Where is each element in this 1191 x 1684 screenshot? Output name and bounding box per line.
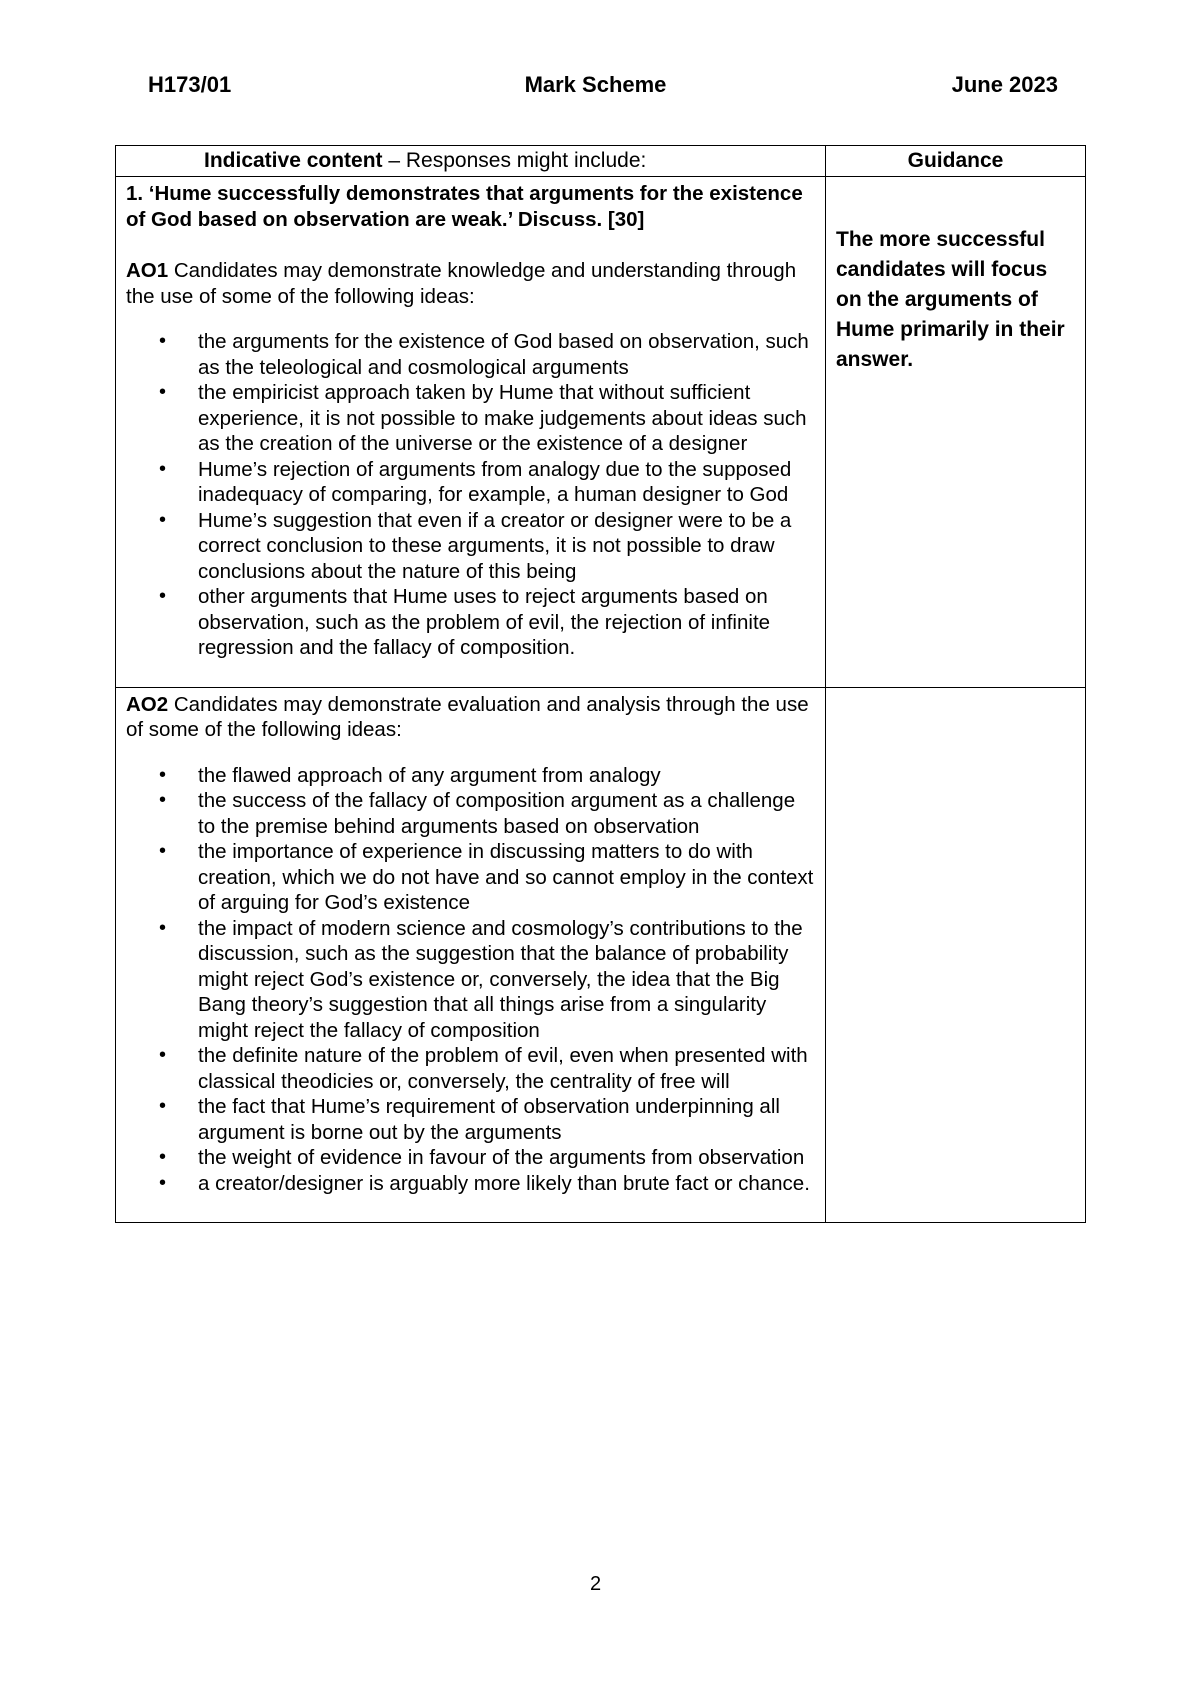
list-item: • the flawed approach of any argument from analogy: [126, 763, 815, 789]
indicative-content-label: Indicative content: [204, 149, 383, 172]
list-item: • the impact of modern science and cosmology’s contributions to the discussion, such as the suggestion that the balance of probability might reject God’s existence or, conversely, the idea that the Big Bang theory’s suggestion that all things arise from a singularity might reject the fallacy of composition: [126, 916, 815, 1044]
page-number: 2: [589, 1573, 602, 1595]
document-code: H173/01: [148, 72, 232, 97]
list-item: • the success of the fallacy of composition argument as a challenge to the premise behind arguments based on observation: [126, 788, 815, 839]
ao2-label: AO2: [126, 692, 169, 716]
guidance-header: Guidance: [826, 146, 1086, 177]
guidance-cell-empty: [826, 687, 1086, 1223]
indicative-content-subtitle: – Responses might include:: [382, 149, 647, 172]
ao1-intro: [126, 258, 815, 309]
ao2-list: [126, 763, 815, 1197]
document-date: June 2023: [951, 72, 1058, 97]
table-row-ao1: [116, 177, 1086, 688]
list-item: • the arguments for the existence of God based on observation, such as the teleological and cosmological arguments: [126, 329, 815, 380]
indicative-content-header: [116, 146, 826, 177]
ao2-cell: [116, 687, 826, 1223]
list-item: • the definite nature of the problem of evil, even when presented with classical theodicies or, conversely, the centrality of free will: [126, 1043, 815, 1094]
list-item: • the fact that Hume’s requirement of observation underpinning all argument is borne out by the arguments: [126, 1094, 815, 1145]
ao1-intro-text: Candidates may demonstrate knowledge and understanding through the use of some of the following ideas:: [126, 259, 797, 308]
ao1-cell: [116, 177, 826, 688]
document-title: Mark Scheme: [524, 72, 667, 97]
guidance-text: The more successful candidates will focus on the arguments of Hume primarily in their answer.: [836, 228, 1065, 371]
list-item: • Hume’s rejection of arguments from analogy due to the supposed inadequacy of comparing, for example, a human designer to God: [126, 457, 815, 508]
list-item: • the importance of experience in discussing matters to do with creation, which we do not have and so cannot employ in the context of arguing for God’s existence: [126, 839, 815, 916]
ao1-label: AO1: [126, 259, 169, 282]
ao2-intro-text: Candidates may demonstrate evaluation and analysis through the use of some of the following ideas:: [126, 692, 809, 741]
list-item: • Hume’s suggestion that even if a creator or designer were to be a correct conclusion to these arguments, it is not possible to draw conclusions about the nature of this being: [126, 508, 815, 585]
list-item: • the empiricist approach taken by Hume that without sufficient experience, it is not possible to make judgements about ideas such as the creation of the universe or the existence of a designer: [126, 380, 815, 457]
table-row-ao2: [116, 687, 1086, 1223]
guidance-cell: [826, 177, 1086, 688]
table-header-row: [116, 146, 1086, 177]
mark-scheme-table: [115, 145, 1086, 1223]
list-item: • other arguments that Hume uses to reject arguments based on observation, such as the problem of evil, the rejection of infinite regression and the fallacy of composition.: [126, 584, 815, 661]
question-text: 1. ‘Hume successfully demonstrates that arguments for the existence of God based on observation are weak.’ Discuss. [30]: [126, 182, 803, 231]
ao2-intro: [126, 692, 815, 743]
ao1-list: [126, 329, 815, 661]
list-item: • a creator/designer is arguably more likely than brute fact or chance.: [126, 1171, 815, 1197]
list-item: • the weight of evidence in favour of the arguments from observation: [126, 1145, 815, 1171]
